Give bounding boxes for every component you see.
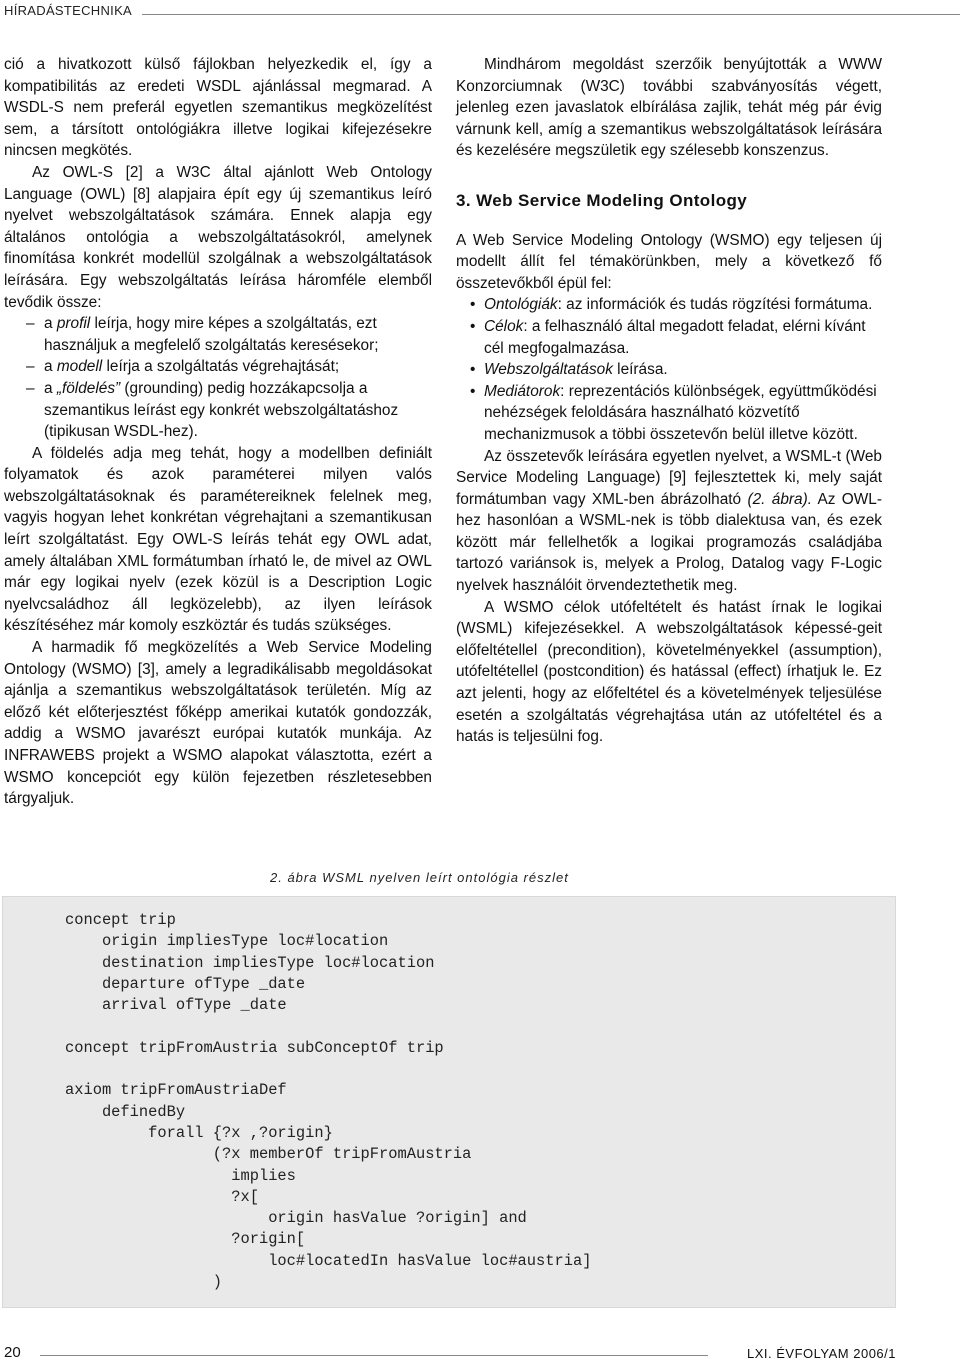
- page-number: 20: [4, 1344, 21, 1361]
- journal-issue: LXI. ÉVFOLYAM 2006/1: [747, 1346, 896, 1361]
- code-listing: [2, 896, 896, 1308]
- paragraph: Az összetevők leírására egyetlen nyelvet, a WSML-t (Web Service Modeling Language) [9] fejlesztettek ki, mely saját formátumban vagy XML-ben ábrázolható (2. ábra). Az OWL-hez hasonlóan a WSML-nek is több dialektusa van, és ezek között már fellelhetők a logikai programozás családjába tartozó variánsok is, melyek a Prolog, Datalog vagy F-Logic nyelvek használóit örvendeztethetik meg.: [456, 447, 882, 595]
- section-label: HÍRADÁSTECHNIKA: [4, 3, 133, 18]
- list-item: • Ontológiák: az információk és tudás rögzítési formátuma.: [456, 294, 882, 316]
- list-item: – a profil leírja, hogy mire képes a szolgáltatás, ezt használjuk a megfelelő szolgáltatás keresésekor;: [4, 313, 432, 356]
- page-footer: [0, 1338, 960, 1364]
- list-item: • Webszolgáltatások leírása.: [456, 359, 882, 381]
- footer-rule: [40, 1355, 708, 1356]
- paragraph: A harmadik fő megközelítés a Web Service Modeling Ontology (WSMO) [3], amely a legradikálisabb megoldásokat ajánlja a szemantikus webszolgáltatások területén. Míg az előző két előterjesztést főképp amerikai kutatók gondozzák, addig a WSMO javarészt európai kutatók munkája. Az INFRAWEBS projekt a WSMO alapokat választotta, ezért a WSMO koncepciót egy külön fejezetben részletesebben tárgyaljuk.: [4, 639, 432, 808]
- term: Ontológiák: [484, 296, 558, 314]
- paragraph: Az OWL-S [2] a W3C által ajánlott Web Ontology Language (OWL) [8] alapjaira épít egy új szemantikus leíró nyelvet webszolgáltatások számára. Ennek alapja egy általános ontológia a webszolgáltatásokról, amelynek finomítása konkrét modellül szolgálnak a webszolgáltatások leírására. Egy webszolgáltatás leírása háromféle elemből tevődik össze:: [4, 163, 432, 311]
- term: „földelés”: [56, 379, 121, 397]
- running-header: [0, 0, 960, 24]
- paragraph: Mindhárom megoldást szerzőik benyújtották a WWW Konzorciumnak (W3C) további szabványosítás végett, jelenleg ezen javaslatok elbírálása zajlik, tehát még pár évig várnunk kell, amíg a szemantikus webszolgáltatások leírására és kezelésére megszületik egy szélesebb konszenzus.: [456, 56, 882, 160]
- code-text: concept trip origin impliesType loc#location destination impliesType loc#location departure ofType _date arrival ofType _date concept tripFromAustria subConceptOf trip axiom tripFromAustriaDef definedBy forall {?x ,?origin} (?x memberOf tripFromAustria implies ?x[ origin hasValue ?origin] and ?origin[ loc#locatedIn hasValue loc#austria] ): [65, 911, 592, 1292]
- owl-s-element-list: [4, 313, 432, 443]
- list-item: • Mediátorok: reprezentációs különbségek, együttműködési nehézségek feloldására használható közvetítő mechanizmusok a többi összetevőn belül illetve között.: [456, 381, 882, 446]
- header-rule: [142, 14, 960, 15]
- term: profil: [56, 315, 91, 333]
- term: Célok: [484, 317, 524, 335]
- figure-caption: 2. ábra WSML nyelven leírt ontológia részlet: [270, 870, 569, 885]
- list-item: – a modell leírja a szolgáltatás végrehajtását;: [4, 356, 432, 378]
- wsmo-component-list: [456, 294, 882, 445]
- paragraph: A WSMO célok utófeltételt és hatást írnak le logikai (WSML) kifejezésekkel. A webszolgáltatások képessé-geit előfeltétellel (precondition), követelményekkel (assumption), utófeltétellel (postcondition) és hatással (effect) írhatjuk le. Ez azt jelenti, hogy az előfeltétel és a követelmények teljesülése esetén a szolgáltatás végrehajtása után az utófeltétel és a hatás is teljesülni fog.: [456, 598, 882, 746]
- paragraph: A Web Service Modeling Ontology (WSMO) egy teljesen új modellt állít fel témakörünkben, mely a következő fő összetevőkből épül fel:: [456, 231, 882, 292]
- figure-reference: (2. ábra).: [747, 490, 812, 508]
- term: Mediátorok: [484, 382, 561, 400]
- list-item: – a „földelés” (grounding) pedig hozzákapcsolja a szemantikus leírást egy konkrét webszolgáltatáshoz (tipikusan WSDL-hez).: [4, 378, 432, 443]
- right-column: [456, 54, 882, 748]
- list-item: • Célok: a felhasználó által megadott feladat, elérni kívánt cél megfogalmazása.: [456, 316, 882, 359]
- paragraph: ció a hivatkozott külső fájlokban helyezkedik el, így a kompatibilitás az eredeti WSDL ajánlással megmarad. A WSDL-S nem preferál egyetlen szemantikus megközelítést sem, a társított ontológiákra illetve logikai kifejezésekre nincsen megkötés.: [4, 56, 432, 160]
- section-heading: 3. Web Service Modeling Ontology: [456, 190, 748, 210]
- paragraph: A földelés adja meg tehát, hogy a modellben definiált folyamatok és azok paraméterei milyen valós webszolgáltatásoknak és paramétereiknek felelnek meg, vagyis hogyan lehet konkrétan végrehajtani a szemantikusan leírt szolgáltatást. Egy OWL-S leírás tehát egy OWL adat, amely általában XML formátumban írható le, de mivel az OWL már egy logikai nyelv (ezek közül is a Description Logic nyelvcsaládhoz áll legközelebb), az ilyen leírások készítéséhez már komoly eszköztár és tudás szükséges.: [4, 444, 432, 635]
- term: modell: [56, 358, 103, 376]
- term: Webszolgáltatások: [484, 361, 613, 379]
- left-column: [4, 54, 432, 810]
